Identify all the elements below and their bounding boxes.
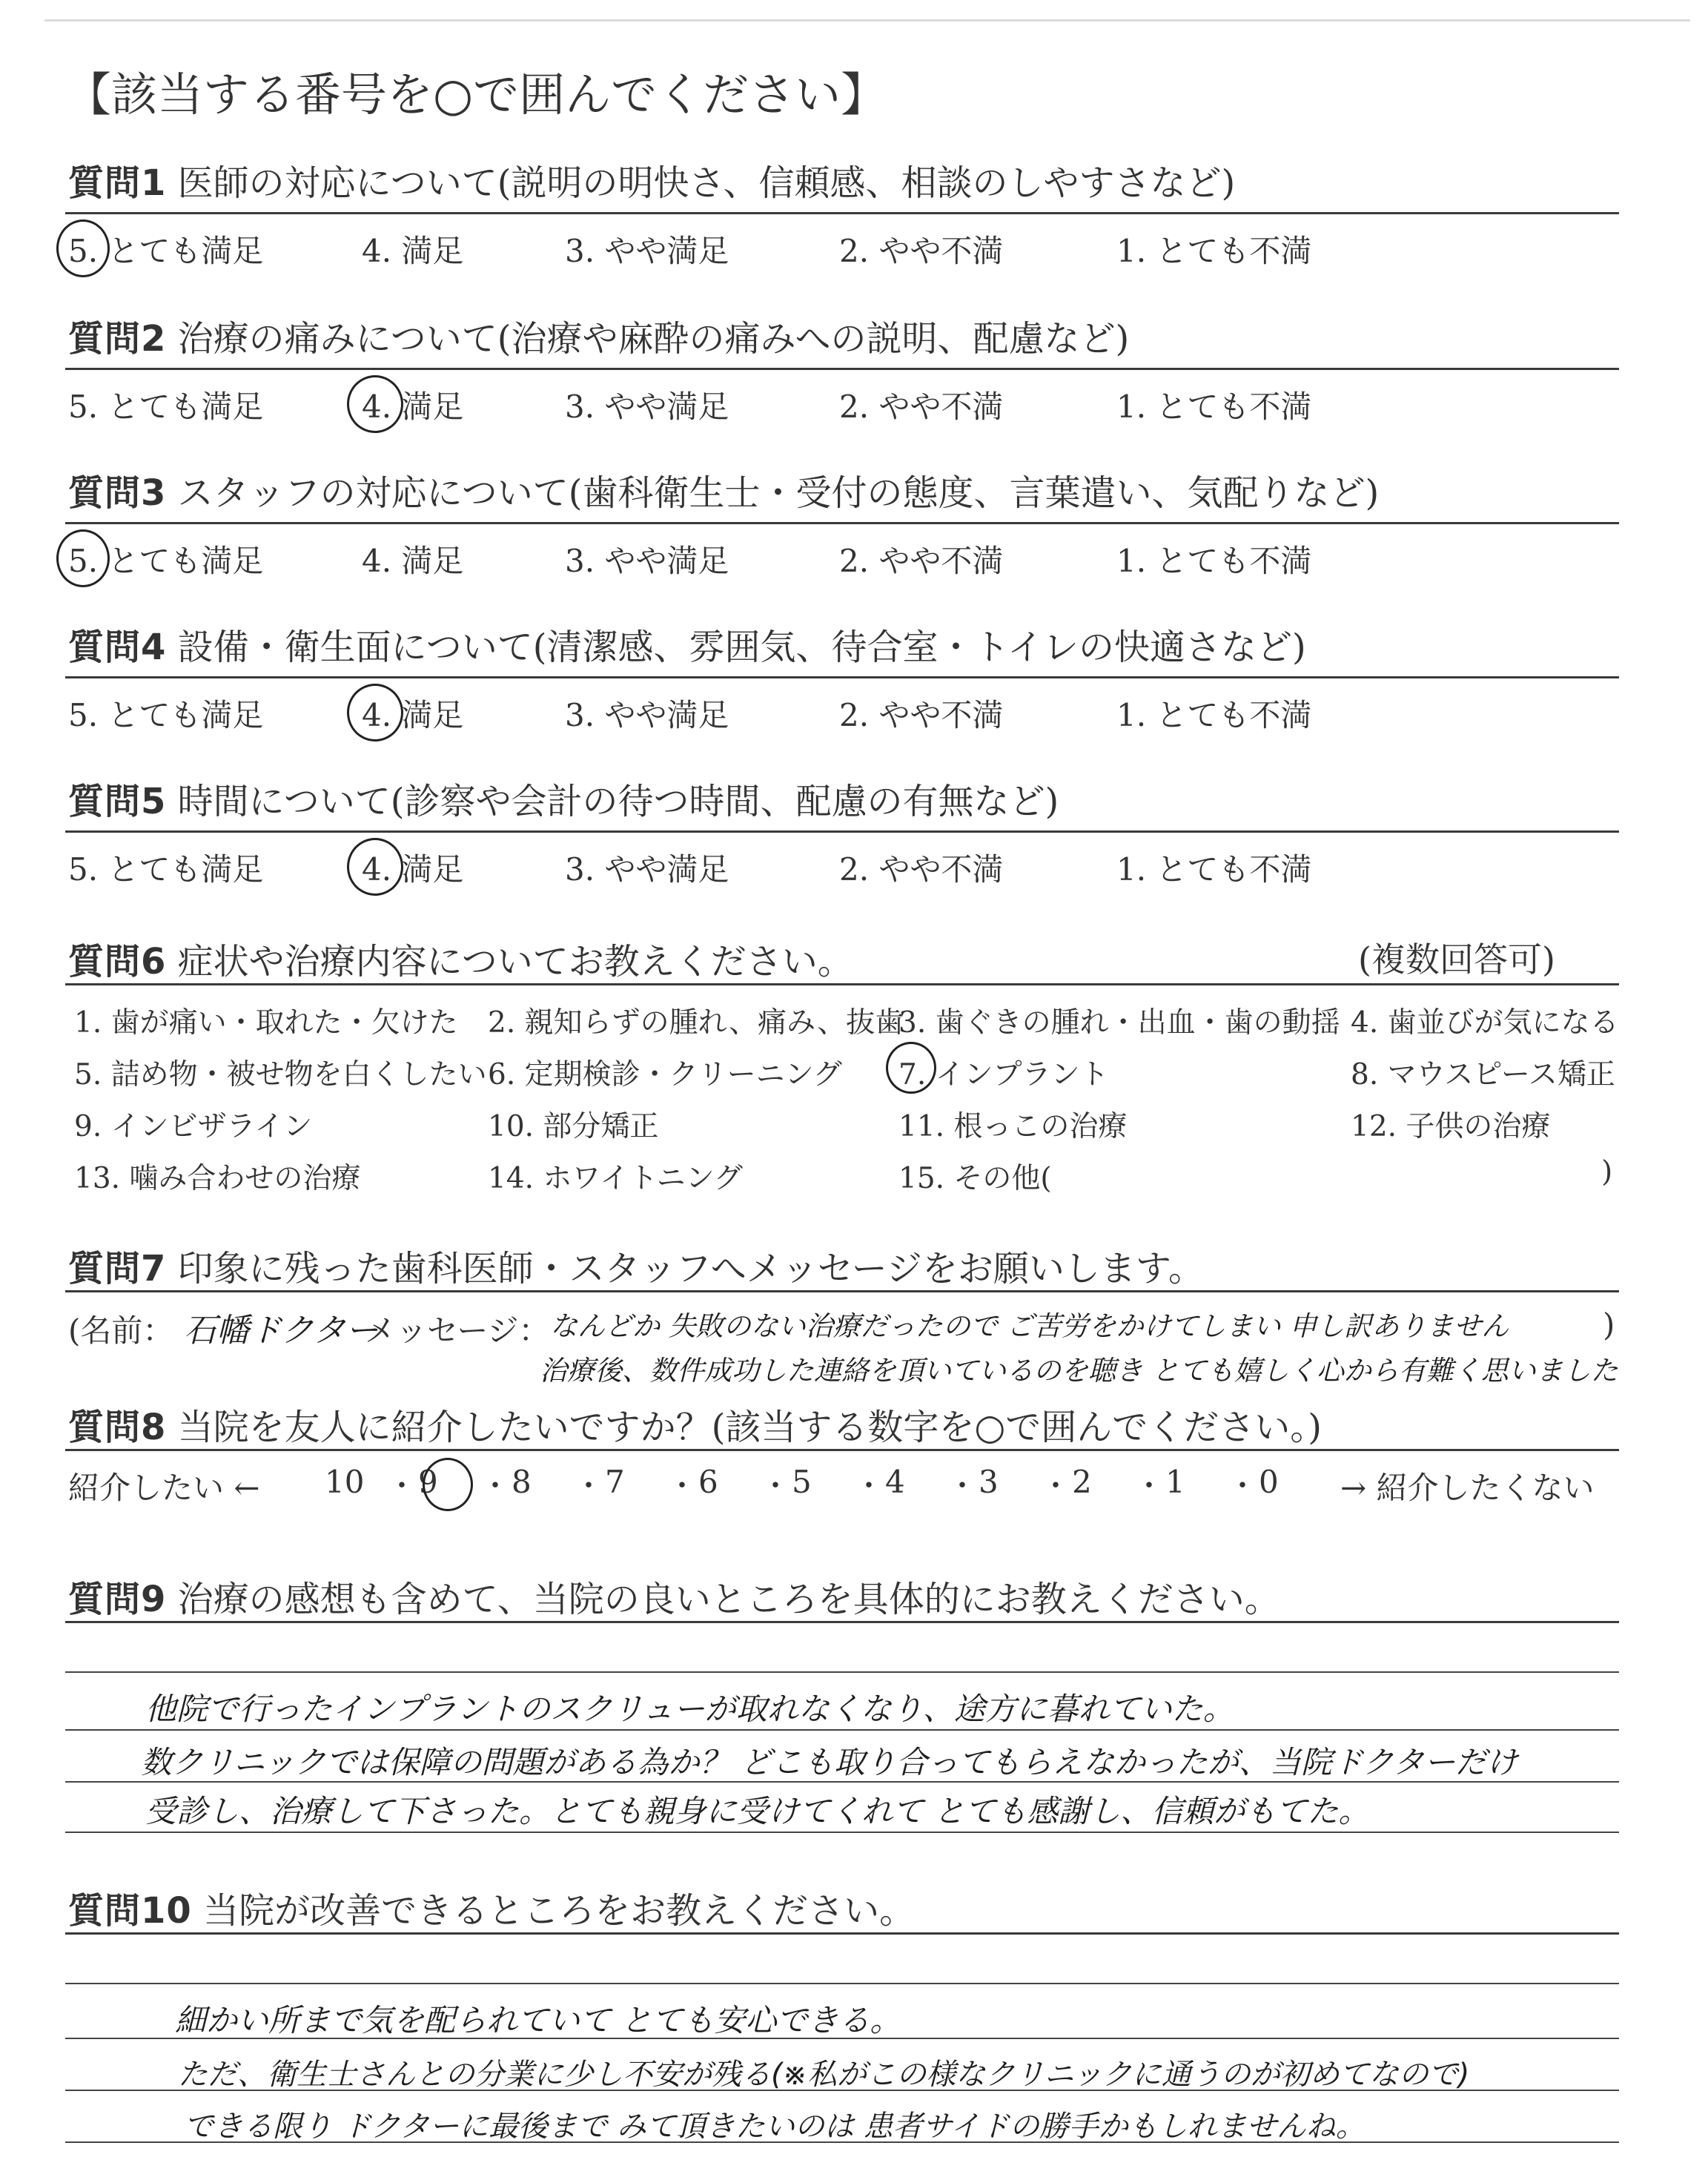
q6-title: [68, 933, 853, 984]
q6-answer-circle: [886, 1042, 936, 1094]
q1-title: [68, 154, 1235, 205]
q6-option-5[interactable]: 5. 詰め物・被せ物を白くしたい: [74, 1058, 487, 1091]
q1-answer-circle: [56, 219, 110, 277]
q8-answer-circle: [423, 1458, 473, 1511]
q8-scale-separator: ・: [480, 1469, 510, 1503]
q6-option-2[interactable]: 2. 親知らずの腫れ、痛み、抜歯: [488, 1006, 904, 1040]
q7-name-value: 石幡ドクター: [184, 1312, 379, 1350]
q6-option-10[interactable]: 10. 部分矯正: [488, 1110, 659, 1143]
q1-option-1[interactable]: 1. とても不満: [1116, 233, 1312, 269]
q3-option-3[interactable]: 3. やや満足: [565, 543, 729, 579]
q6-text: 症状や治療内容についてお教えください。: [177, 941, 853, 982]
q8-scale-separator: ・: [761, 1469, 790, 1503]
q10-answer-line2: ただ、衛生士さんとの分業に少し不安が残る(※私がこの様なクリニックに通うのが初めてなので): [178, 2058, 1470, 2092]
q3-answer-circle: [56, 529, 110, 587]
q5-answer-circle: [347, 838, 403, 896]
q7-number: 質問7: [68, 1248, 167, 1289]
q9-line-4: [65, 1832, 1619, 1833]
q5-rule: [65, 830, 1619, 833]
q8-right-label: → 紹介したくない: [1340, 1470, 1595, 1506]
q9-rule: [65, 1621, 1619, 1623]
q7-message-label: メッセージ：: [365, 1312, 550, 1349]
q5-option-1[interactable]: 1. とても不満: [1116, 851, 1312, 888]
q8-scale-3[interactable]: 3: [979, 1464, 999, 1500]
q4-rule: [65, 676, 1619, 678]
q3-option-4[interactable]: 4. 満足: [362, 543, 464, 579]
q10-answer-line3: できる限り ドクターに最後まで みて頂きたいのは 患者サイドの勝手かもしれませんね。: [184, 2110, 1366, 2144]
q8-scale-separator: ・: [1134, 1469, 1164, 1503]
q8-text: 当院を友人に紹介したいですか？(該当する数字を○で囲んでください。): [177, 1407, 1323, 1448]
q8-scale-separator: ・: [947, 1469, 977, 1503]
q6-option-13[interactable]: 13. 噛み合わせの治療: [74, 1162, 361, 1195]
q7-message-line2: 治療後、数件成功した連絡を頂いているのを聴き とても嬉しく心から有難く思いました: [540, 1355, 1618, 1387]
q6-number: 質問6: [68, 941, 167, 982]
q6-option-1[interactable]: 1. 歯が痛い・取れた・欠けた: [74, 1006, 458, 1040]
q7-name-label: (名前：: [68, 1312, 174, 1349]
q10-number: 質問10: [68, 1890, 192, 1932]
q7-message-line1: なんどか 失敗のない治療だったので ご苦労をかけてしまい 申し訳ありません: [550, 1310, 1509, 1342]
q5-option-5[interactable]: 5. とても満足: [68, 851, 264, 888]
q8-number: 質問8: [68, 1407, 167, 1448]
q8-scale-7[interactable]: 7: [605, 1464, 625, 1500]
q8-scale-8[interactable]: 8: [512, 1464, 532, 1500]
q8-scale-0[interactable]: 0: [1259, 1464, 1279, 1500]
q6-option-15[interactable]: 15. その他(: [898, 1162, 1052, 1195]
q5-number: 質問5: [68, 781, 167, 822]
q8-scale-2[interactable]: 2: [1072, 1464, 1092, 1500]
q1-option-2[interactable]: 2. やや不満: [839, 233, 1004, 269]
q5-title: [68, 773, 1059, 824]
q4-option-2[interactable]: 2. やや不満: [839, 697, 1004, 733]
q1-text: 医師の対応について(説明の明快さ、信頼感、相談のしやすさなど): [177, 162, 1236, 204]
q3-option-2[interactable]: 2. やや不満: [839, 543, 1004, 579]
q4-option-4[interactable]: 4. 満足: [362, 697, 464, 733]
q8-scale-separator: ・: [854, 1469, 884, 1503]
q8-scale-9[interactable]: 9: [418, 1464, 438, 1500]
q2-option-1[interactable]: 1. とても不満: [1116, 389, 1312, 425]
q2-option-3[interactable]: 3. やや満足: [565, 389, 729, 425]
q6-option-6[interactable]: 6. 定期検診・クリーニング: [488, 1058, 842, 1091]
q4-option-5[interactable]: 5. とても満足: [68, 697, 264, 733]
q7-close-paren: ): [1603, 1307, 1615, 1343]
q1-option-5[interactable]: 5. とても満足: [68, 233, 264, 269]
q6-option-3[interactable]: 3. 歯ぐきの腫れ・出血・歯の動揺: [898, 1006, 1340, 1040]
q7-text: 印象に残った歯科医師・スタッフへメッセージをお願いします。: [177, 1248, 1204, 1289]
q5-option-4[interactable]: 4. 満足: [362, 851, 464, 888]
q2-option-2[interactable]: 2. やや不満: [839, 389, 1004, 425]
q2-title: [68, 310, 1129, 361]
q2-answer-circle: [347, 375, 403, 433]
q8-scale-6[interactable]: 6: [698, 1464, 718, 1500]
q6-rule: [65, 983, 1619, 985]
q3-number: 質問3: [68, 472, 167, 514]
q6-option-8[interactable]: 8. マウスピース矯正: [1351, 1058, 1615, 1091]
q9-answer-line3: 受診し、治療して下さった。とても親身に受けてくれて とても感謝し、信頼がもてた。: [145, 1793, 1370, 1829]
q8-scale-separator: ・: [387, 1469, 417, 1503]
q4-option-1[interactable]: 1. とても不満: [1116, 697, 1312, 733]
q5-option-2[interactable]: 2. やや不満: [839, 851, 1004, 888]
q8-title: [68, 1398, 1322, 1450]
q9-title: [68, 1571, 1280, 1622]
q4-text: 設備・衛生面について(清潔感、雰囲気、待合室・トイレの快適さなど): [177, 627, 1306, 668]
q6-option-12[interactable]: 12. 子供の治療: [1351, 1110, 1551, 1143]
q3-option-1[interactable]: 1. とても不満: [1116, 543, 1312, 579]
q5-option-3[interactable]: 3. やや満足: [565, 851, 729, 888]
q9-text: 治療の感想も含めて、当院の良いところを具体的にお教えください。: [177, 1579, 1280, 1620]
q1-number: 質問1: [68, 162, 167, 204]
q2-option-4[interactable]: 4. 満足: [362, 389, 464, 425]
q8-scale-separator: ・: [1228, 1469, 1257, 1503]
q8-scale-separator: ・: [667, 1469, 697, 1503]
q9-number: 質問9: [68, 1579, 167, 1620]
q8-rule: [65, 1449, 1619, 1451]
q10-rule: [65, 1932, 1619, 1935]
q8-scale-10[interactable]: 10: [325, 1464, 365, 1500]
q3-rule: [65, 522, 1619, 524]
q1-rule: [65, 212, 1619, 214]
q8-left-label: 紹介したい ←: [68, 1470, 260, 1506]
q8-scale-separator: ・: [574, 1469, 603, 1503]
q6-note: (複数回答可): [1358, 939, 1555, 980]
q1-option-4[interactable]: 4. 満足: [362, 233, 464, 269]
q9-answer-line2: 数クリニックでは保障の問題がある為か？ どこも取り合ってもらえなかったが、当院ドクターだけ: [141, 1744, 1518, 1780]
q9-line-2: [65, 1729, 1619, 1731]
q8-scale-5[interactable]: 5: [792, 1464, 812, 1500]
q8-scale-separator: ・: [1041, 1469, 1070, 1503]
q8-scale-4[interactable]: 4: [885, 1464, 905, 1500]
q6-other-close-paren: ): [1601, 1155, 1613, 1189]
q6-option-9[interactable]: 9. インビザライン: [74, 1110, 313, 1143]
q3-text: スタッフの対応について(歯科衛生士・受付の態度、言葉遣い、気配りなど): [177, 472, 1380, 514]
q4-title: [68, 618, 1306, 670]
q4-answer-circle: [347, 684, 403, 742]
q2-option-5[interactable]: 5. とても満足: [68, 389, 264, 425]
q6-option-11[interactable]: 11. 根っこの治療: [898, 1110, 1128, 1143]
q7-rule: [65, 1290, 1619, 1292]
q8-scale-1[interactable]: 1: [1165, 1464, 1185, 1500]
q2-number: 質問2: [68, 318, 167, 360]
q3-option-5[interactable]: 5. とても満足: [68, 543, 264, 579]
q5-text: 時間について(診察や会計の待つ時間、配慮の有無など): [177, 781, 1059, 822]
q2-text: 治療の痛みについて(治療や麻酔の痛みへの説明、配慮など): [177, 318, 1130, 360]
q10-text: 当院が改善できるところをお教えください。: [203, 1890, 916, 1932]
q9-answer-line1: 他院で行ったインプラントのスクリューが取れなくなり、途方に暮れていた。: [145, 1691, 1234, 1727]
q6-option-4[interactable]: 4. 歯並びが気になる: [1351, 1006, 1619, 1040]
q6-option-14[interactable]: 14. ホワイトニング: [488, 1162, 743, 1195]
q10-line-1: [65, 1983, 1619, 1984]
form-header: 【該当する番号を○で囲んでください】: [65, 67, 887, 122]
q4-option-3[interactable]: 3. やや満足: [565, 697, 729, 733]
q10-title: [68, 1882, 915, 1933]
q10-answer-line1: 細かい所まで気を配られていて とても安心できる。: [175, 2002, 901, 2038]
q4-number: 質問4: [68, 627, 167, 668]
q6-option-7[interactable]: 7. インプラント: [898, 1058, 1109, 1091]
q2-rule: [65, 368, 1619, 370]
top-edge-line: [44, 19, 1690, 22]
q9-line-1: [65, 1671, 1619, 1673]
q3-title: [68, 464, 1379, 515]
q7-title: [68, 1240, 1204, 1291]
q1-option-3[interactable]: 3. やや満足: [565, 233, 729, 269]
